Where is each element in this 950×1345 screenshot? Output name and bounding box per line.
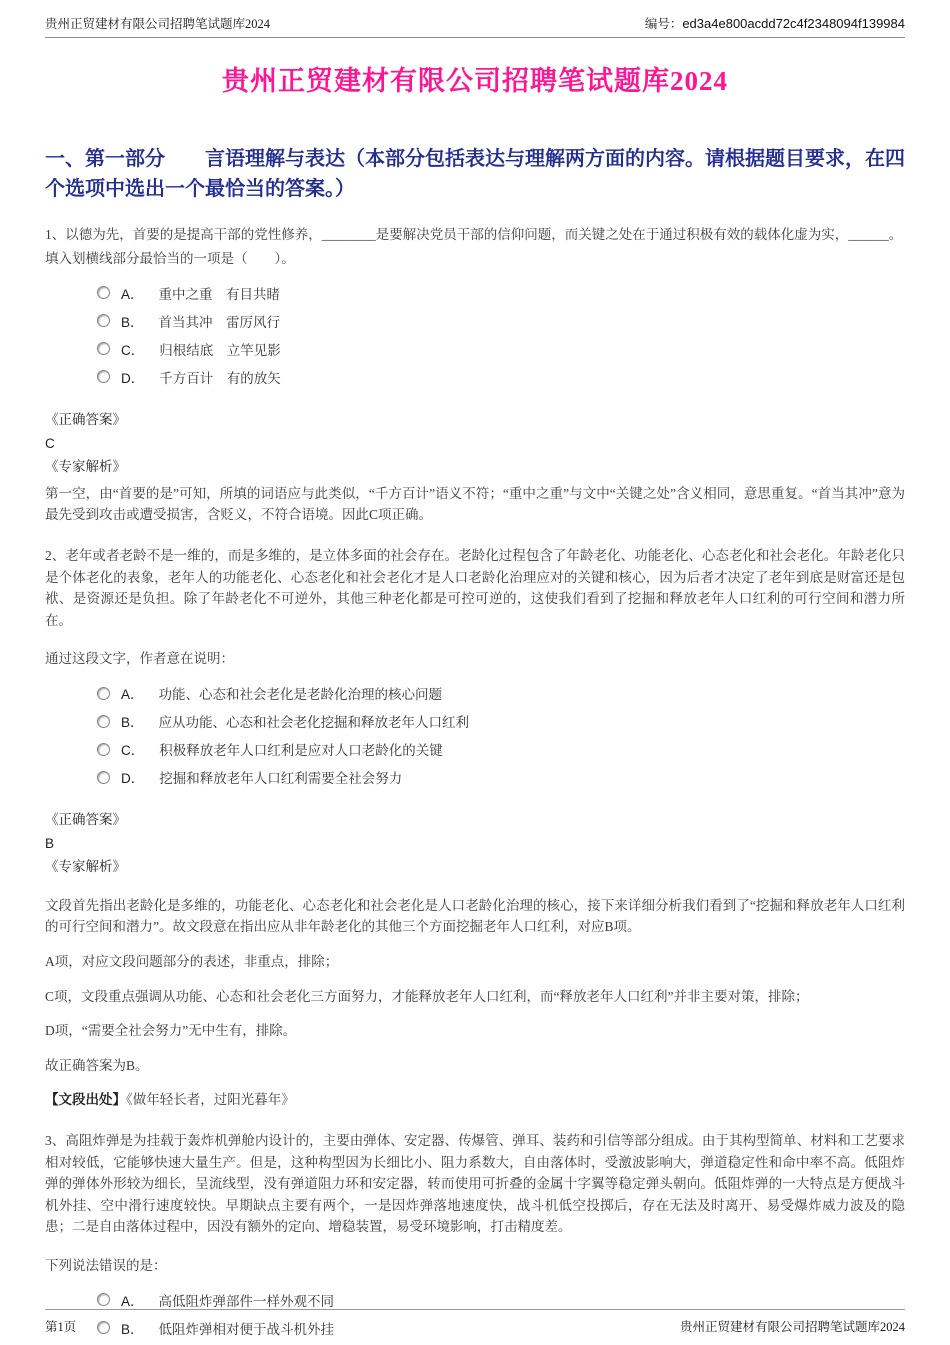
header-doc-title: 贵州正贸建材有限公司招聘笔试题库2024 <box>45 17 271 31</box>
question-2-analysis <box>45 895 905 1111</box>
answer-heading: 《正确答案》 <box>45 812 126 827</box>
question-1-stem: 1、以德为先，首要的是提高干部的党性修养，________是要解决党员干部的信仰问题，而关键之处在于通过积极有效的载体化虚为实，______。 <box>45 226 903 242</box>
radio-button[interactable] <box>97 342 110 355</box>
question-2-option-a[interactable] <box>97 679 905 707</box>
option-label: B． <box>121 715 144 730</box>
question-3-stem: 3、高阻炸弹是为挂载于轰炸机弹舱内设计的，主要由弹体、安定器、传爆管、弹耳、装药和引信等部分组成。由于其构型简单、材料和工艺要求相对较低，它能够快速大量生产。但是，这种构型因为长细比小、阻力系数大，自由落体时，受激波影响大，弹道稳定性和命中率不高。低阻炸弹的弹体外形较为细长，呈流线型，没有弹道阻力环和安定器，转而使用可折叠的金属十字翼等稳定弹头朝向。低阻炸弹的一大特点是方便战斗机外挂、空中滑行速度较快。早期缺点主要有两个，一是因炸弹落地速度快，战斗机低空投掷后，存在无法及时离开、易受爆炸威力波及的隐患；二是自由落体过程中，因没有额外的定向、增稳装置，易受环境影响，打击精度差。 <box>45 1133 905 1235</box>
option-text: 高低阻炸弹部件一样外观不同 <box>158 1293 335 1309</box>
analysis-source <box>45 1089 905 1111</box>
analysis-paragraph: 第一空，由“首要的是”可知，所填的词语应与此类似，“千方百计”语义不符；“重中之重”与文中“关键之处”含义相同，意思重复。“首当其冲”意为最先受到攻击或遭受损害，含贬义，不符合语境。因此C项正确。 <box>45 485 905 523</box>
question-1 <box>45 224 905 526</box>
question-2-option-b[interactable] <box>97 707 905 735</box>
question-2-prompt: 通过这段文字，作者意在说明： <box>45 651 234 667</box>
doc-number-label: 编号： <box>644 17 683 31</box>
radio-button[interactable] <box>97 1293 110 1306</box>
question-2-answer-block <box>45 808 905 879</box>
question-3-prompt: 下列说法错误的是： <box>45 1258 167 1273</box>
option-label: D． <box>121 370 145 386</box>
page-header <box>45 14 905 38</box>
question-2-option-c[interactable] <box>97 735 905 763</box>
question-2-option-d[interactable] <box>97 763 905 791</box>
page-title: 贵州正贸建材有限公司招聘笔试题库2024 <box>222 66 728 96</box>
analysis-heading: 《专家解析》 <box>45 859 126 875</box>
analysis-paragraph: 故正确答案为B。 <box>45 1057 149 1073</box>
option-text: 低阻炸弹相对便于战斗机外挂 <box>158 1321 335 1337</box>
option-label: C． <box>121 743 145 758</box>
radio-button[interactable] <box>97 314 110 327</box>
radio-button[interactable] <box>97 743 110 756</box>
analysis-paragraph: D项，“需要全社会努力”无中生有，排除。 <box>45 1023 297 1039</box>
page-number: 第1页 <box>45 1320 77 1334</box>
question-2 <box>45 545 905 1111</box>
option-text: 千方百计 有的放矢 <box>159 370 281 386</box>
question-1-analysis <box>45 483 905 526</box>
analysis-paragraph: C项，文段重点强调从功能、心态和社会老化三方面努力，才能释放老年人口红利，而“释放老年人口红利”并非主要对策，排除； <box>45 988 809 1004</box>
option-label: B． <box>121 314 144 330</box>
source-label: 【文段出处】 <box>45 1092 126 1108</box>
analysis-heading: 《专家解析》 <box>45 459 126 475</box>
question-1-answer-block <box>45 408 905 479</box>
option-text: 挖掘和释放老年人口红利需要全社会努力 <box>159 771 403 786</box>
option-text: 重中之重 有目共睹 <box>158 286 281 302</box>
question-1-options <box>97 279 905 391</box>
option-label: A． <box>121 1293 144 1309</box>
answer-letter: C <box>45 435 55 451</box>
page-footer <box>45 1309 905 1335</box>
radio-button[interactable] <box>97 687 110 700</box>
radio-button[interactable] <box>97 286 110 299</box>
answer-letter: B <box>45 835 55 851</box>
answer-heading: 《正确答案》 <box>45 411 126 427</box>
option-label: C． <box>121 342 145 358</box>
question-2-stem: 2、老年或者老龄不是一维的，而是多维的，是立体多面的社会存在。老龄化过程包含了年龄老化、功能老化、心态老化和社会老化。年龄老化只是个体老化的表象，老年人的功能老化、心态老化和社会老化才是人口老龄化治理应对的关键和核心，因为后者才决定了老年到底是财富还是包袱、是资源还是负担。除了年龄老化不可逆外，其他三种老化都是可控可逆的，这使我们看到了挖掘和释放老年人口红利的可行空间和潜力所在。 <box>45 548 905 628</box>
radio-button[interactable] <box>97 715 110 728</box>
source-text: 《做年轻长者，过阳光暮年》 <box>126 1092 295 1108</box>
question-1-option-d[interactable] <box>97 363 905 391</box>
doc-number-code: ed3a4e800acdd72c4f2348094f139984 <box>682 16 905 31</box>
option-text: 积极释放老年人口红利是应对人口老龄化的关键 <box>159 743 443 758</box>
option-text: 首当其冲 雷厉风行 <box>158 314 281 330</box>
question-1-option-b[interactable] <box>97 307 905 335</box>
section-heading: 一、第一部分 言语理解与表达（本部分包括表达与理解两方面的内容。请根据题目要求，在四个选项中选出一个最恰当的答案。） <box>45 148 905 201</box>
radio-button[interactable] <box>97 771 110 784</box>
question-1-prompt: 填入划横线部分最恰当的一项是（ ）。 <box>45 251 295 267</box>
option-text: 归根结底 立竿见影 <box>159 342 281 358</box>
option-text: 应从功能、心态和社会老化挖掘和释放老年人口红利 <box>158 715 470 730</box>
option-label: A． <box>121 687 144 702</box>
footer-doc-title: 贵州正贸建材有限公司招聘笔试题库2024 <box>679 1320 905 1334</box>
option-label: D． <box>121 771 145 786</box>
question-2-options <box>97 679 905 791</box>
option-label: A． <box>121 286 144 302</box>
radio-button[interactable] <box>97 370 110 383</box>
question-1-option-a[interactable] <box>97 279 905 307</box>
question-1-option-c[interactable] <box>97 335 905 363</box>
analysis-paragraph: A项，对应文段问题部分的表述，非重点，排除； <box>45 954 339 970</box>
analysis-paragraph: 文段首先指出老龄化是多维的，功能老化、心态老化和社会老化是人口老龄化治理的核心，接下来详细分析我们看到了“挖掘和释放老年人口红利的可行空间和潜力”。故文段意在指出应从非年龄老化的其他三个方面挖掘老年人口红利，对应B项。 <box>45 897 905 935</box>
option-label: B． <box>121 1321 144 1337</box>
header-doc-number <box>645 14 905 32</box>
option-text: 功能、心态和社会老化是老龄化治理的核心问题 <box>158 687 443 702</box>
